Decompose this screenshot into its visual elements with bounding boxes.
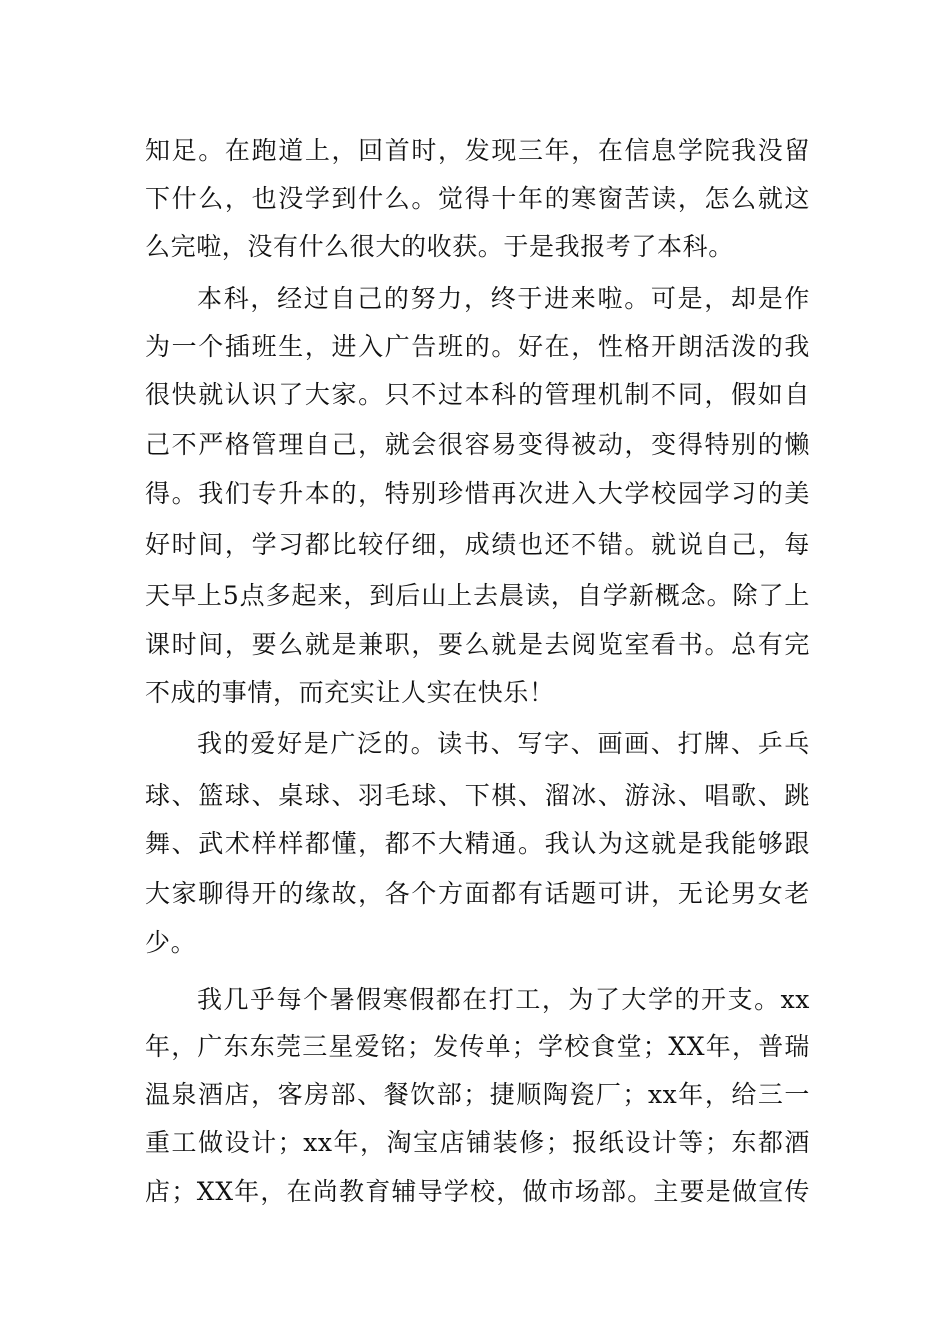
text-line: 球、篮球、桌球、羽毛球、下棋、溜冰、游泳、唱歌、跳 (145, 781, 810, 810)
text-line: 好时间，学习都比较仔细，成绩也还不错。就说自己，每 (145, 530, 810, 559)
paragraph-first-line: 我几乎每个暑假寒假都在打工，为了大学的开支。xx (197, 985, 810, 1014)
text-line: 大家聊得开的缘故，各个方面都有话题可讲，无论男女老 (145, 879, 810, 908)
text-line: 店；XX年，在尚教育辅导学校，做市场部。主要是做宣传 (145, 1177, 810, 1206)
text-line: 舞、武术样样都懂，都不大精通。我认为这就是我能够跟 (145, 829, 810, 858)
paragraph-first-line: 我的爱好是广泛的。读书、写字、画画、打牌、乒乓 (197, 729, 810, 758)
text-line: 天早上5点多起来，到后山上去晨读，自学新概念。除了上 (145, 581, 810, 610)
paragraph-first-line: 本科，经过自己的努力，终于进来啦。可是，却是作 (197, 284, 810, 313)
text-line: 很快就认识了大家。只不过本科的管理机制不同，假如自 (145, 380, 810, 409)
text-line: 温泉酒店，客房部、餐饮部；捷顺陶瓷厂；xx年，给三一 (145, 1080, 810, 1109)
text-line: 下什么，也没学到什么。觉得十年的寒窗苦读，怎么就这 (145, 184, 810, 213)
text-line: 为一个插班生，进入广告班的。好在，性格开朗活泼的我 (145, 332, 810, 361)
text-line: 不成的事情，而充实让人实在快乐！ (145, 678, 555, 707)
text-line: 重工做设计；xx年，淘宝店铺装修；报纸设计等；东都酒 (145, 1128, 810, 1157)
text-line: 少。 (145, 928, 197, 957)
text-line: 课时间，要么就是兼职，要么就是去阅览室看书。总有完 (145, 630, 810, 659)
text-line: 么完啦，没有什么很大的收获。于是我报考了本科。 (145, 232, 734, 261)
text-line: 年，广东东莞三星爱铭；发传单；学校食堂；XX年，普瑞 (145, 1032, 810, 1061)
text-line: 得。我们专升本的，特别珍惜再次进入大学校园学习的美 (145, 479, 810, 508)
text-line: 己不严格管理自己，就会很容易变得被动，变得特别的懒 (145, 430, 810, 459)
text-line: 知足。在跑道上，回首时，发现三年，在信息学院我没留 (145, 136, 810, 165)
